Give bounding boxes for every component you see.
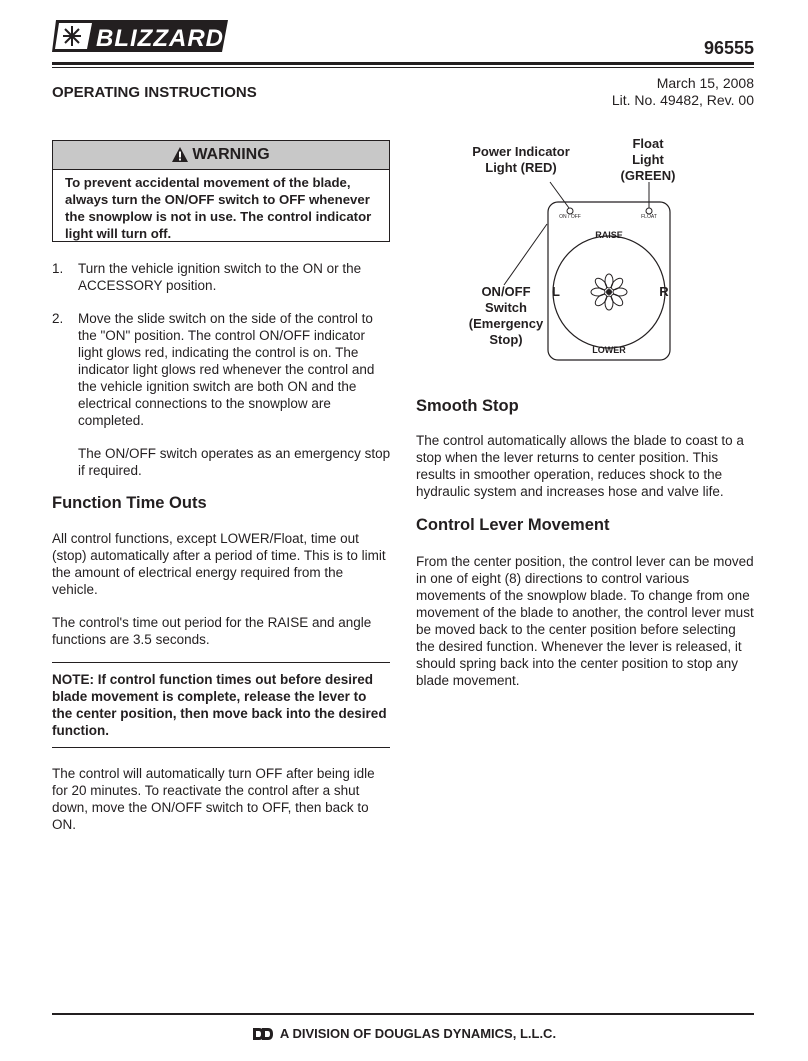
- footer-rule: [52, 1013, 754, 1015]
- step-text: Turn the vehicle ignition switch to the ON or the ACCESSORY position.: [78, 261, 362, 293]
- step-number: 2.: [52, 311, 64, 326]
- right-label: R: [659, 284, 669, 299]
- float-small-label: FLOAT: [641, 214, 657, 220]
- time-outs-paragraph-1: All control functions, except LOWER/Float, time out (stop) automatically after a period of time. This is to limit the amount of electrical energy required from the vehicle.: [52, 531, 386, 597]
- section-heading-time-outs: Function Time Outs: [52, 494, 207, 512]
- step-number: 1.: [52, 261, 64, 276]
- blizzard-logo: [52, 16, 232, 56]
- page-title: OPERATING INSTRUCTIONS: [52, 84, 257, 101]
- section-heading-control-lever: Control Lever Movement: [416, 516, 610, 534]
- list-item: [52, 310, 392, 479]
- note-box: NOTE: If control function times out before desired blade movement is complete, release the lever to the center position, then move back into the desired function.: [52, 662, 390, 748]
- literature-number: Lit. No. 49482, Rev. 00: [611, 92, 754, 108]
- lower-label: LOWER: [592, 345, 626, 355]
- onoff-small-label: ON / OFF: [559, 214, 581, 220]
- left-label: L: [552, 284, 560, 299]
- power-indicator-label: [464, 144, 578, 176]
- onoff-switch-label: [460, 284, 552, 348]
- document-date: March 15, 2008: [656, 75, 754, 91]
- power-indicator-label-line: Light (RED): [485, 160, 557, 175]
- footer-text: A DIVISION OF DOUGLAS DYNAMICS, L.L.C.: [279, 1026, 557, 1041]
- header-rule-thin: [52, 67, 754, 68]
- control-lever-paragraph: From the center position, the control lever can be moved in one of eight (8) directions to control various movements of the snowplow blade. To change from one movement of the blade to another, the control lever must be moved back to the center position before selecting the desired function. Whenever the lever is released, it should spring back into the center position to stop any blade movement.: [416, 554, 754, 688]
- header-rule: [52, 62, 754, 65]
- power-indicator-label-line: Power Indicator: [472, 144, 570, 159]
- raise-label: RAISE: [595, 230, 623, 240]
- step-text-extra: The ON/OFF switch operates as an emergency stop if required.: [78, 446, 391, 478]
- onoff-switch-label-line: (Emergency: [468, 316, 544, 331]
- float-light-label-line: (GREEN): [620, 168, 676, 183]
- float-light-label-line: Light: [632, 152, 664, 167]
- float-light-label-line: Float: [632, 136, 664, 151]
- date-block: [612, 75, 754, 109]
- warning-triangle-icon: [172, 147, 188, 162]
- document-number: 96555: [703, 38, 754, 58]
- steps-list: [52, 260, 392, 495]
- time-outs-paragraph-3: The control will automatically turn OFF after being idle for 20 minutes. To reactivate the control after a shut down, move the ON/OFF switch to OFF, then back to ON.: [52, 766, 375, 832]
- onoff-switch-label-line: Switch: [485, 300, 527, 315]
- onoff-switch-label-line: Stop): [489, 332, 523, 347]
- douglas-dynamics-logo-icon: [252, 1026, 274, 1042]
- warning-box: [52, 140, 390, 242]
- onoff-switch-label-line: ON/OFF: [481, 284, 531, 299]
- step-text: Move the slide switch on the side of the control to the "ON" position. The control ON/OFF indicator light glows red, indicating the control is on. The indicator light glows red whenever the control and the vehicle ignition switch are both ON and the electrical connections to the snowplow are completed.: [78, 311, 375, 428]
- control-diagram: [416, 130, 756, 370]
- svg-text:BLIZZARD: BLIZZARD: [96, 25, 224, 52]
- blizzard-logo-mark: [52, 16, 232, 56]
- warning-text: To prevent accidental movement of the blade, always turn the ON/OFF switch to OFF whenever the snowplow is not in use. The control indicator light will turn off.: [65, 175, 372, 241]
- float-light-label: [614, 136, 682, 184]
- list-item: [52, 260, 392, 294]
- warning-heading: WARNING: [192, 146, 270, 163]
- section-heading-smooth-stop: Smooth Stop: [416, 397, 519, 415]
- smooth-stop-paragraph: The control automatically allows the blade to coast to a stop when the lever returns to center position. This results in smoother operation, reduces shock to the hydraulic system and increases hose and valve life.: [416, 433, 744, 499]
- warning-header: [53, 141, 389, 170]
- footer: [0, 1026, 808, 1042]
- time-outs-paragraph-2: The control's time out period for the RAISE and angle functions are 3.5 seconds.: [52, 615, 372, 647]
